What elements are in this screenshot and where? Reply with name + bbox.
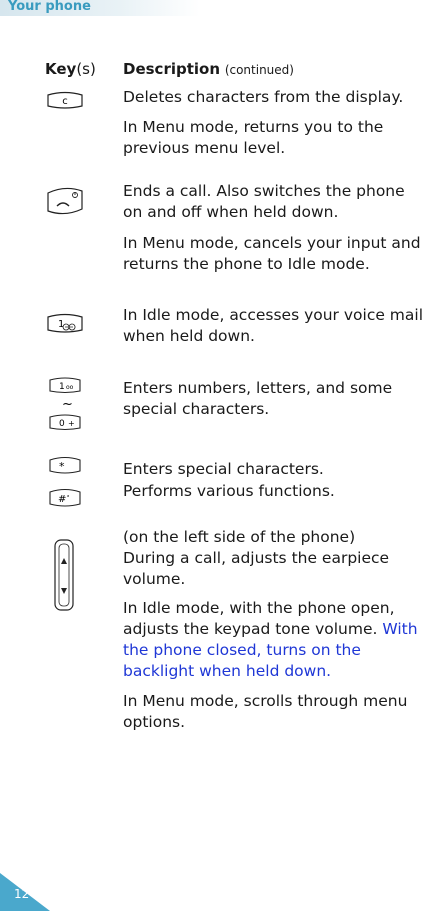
star-hash-keys-icon — [44, 455, 86, 513]
description-column-header — [123, 60, 294, 78]
voicemail-1-key-icon — [44, 311, 86, 335]
key-header-suffix: (s) — [76, 60, 96, 78]
row1-text-2: In Menu mode, returns you to the previous menu level. — [123, 118, 384, 157]
c-key-icon — [44, 89, 86, 111]
svg-text:1: 1 — [58, 319, 65, 330]
key-column-header — [45, 60, 96, 78]
row2-text-2: In Menu mode, cancels your input and returns the phone to Idle mode. — [123, 234, 421, 273]
row6-text-2-blue: With the phone closed, turns on the backlight when held down. — [123, 620, 418, 680]
svg-text:oo: oo — [66, 384, 74, 391]
row6-text-1b: During a call, adjusts the earpiece volume. — [123, 549, 390, 588]
row1-text-1: Deletes characters from the display. — [123, 88, 404, 106]
svg-text:~: ~ — [62, 397, 73, 412]
key-header-bold: Key — [45, 60, 77, 78]
row3-text-1: In Idle mode, accesses your voice mail when held down. — [123, 306, 424, 345]
desc-header-label: Description — [123, 60, 221, 78]
row6-text-2-black: In Idle mode, with the phone open, adjusts the keypad tone volume. — [123, 599, 395, 638]
svg-text:0: 0 — [59, 419, 65, 429]
svg-text:c: c — [62, 96, 68, 107]
end-power-key-icon — [44, 183, 86, 219]
page-header-title: Your phone — [8, 0, 91, 14]
row2-text-1: Ends a call. Also switches the phone on and off when held down. — [123, 182, 405, 221]
svg-text:1: 1 — [59, 382, 65, 392]
page-header-band — [0, 0, 200, 16]
row6-text-3: In Menu mode, scrolls through menu options. — [123, 692, 408, 731]
svg-text:*: * — [59, 460, 65, 473]
row6-text-1: (on the left side of the phone) — [123, 528, 356, 546]
page-number: 12 — [14, 887, 30, 901]
row4-text-1: Enters numbers, letters, and some special characters. — [123, 379, 393, 418]
row5-text-1b: Performs various functions. — [123, 482, 335, 500]
row5-text-1: Enters special characters. — [123, 460, 324, 478]
row6-text-2 — [123, 598, 428, 682]
svg-text:ᵃ: ᵃ — [67, 494, 70, 501]
volume-side-key-icon — [52, 538, 78, 614]
number-keys-icon — [44, 376, 86, 432]
svg-text:+: + — [68, 419, 75, 428]
desc-header-suffix: (continued) — [224, 63, 294, 77]
svg-text:#: # — [58, 494, 67, 505]
